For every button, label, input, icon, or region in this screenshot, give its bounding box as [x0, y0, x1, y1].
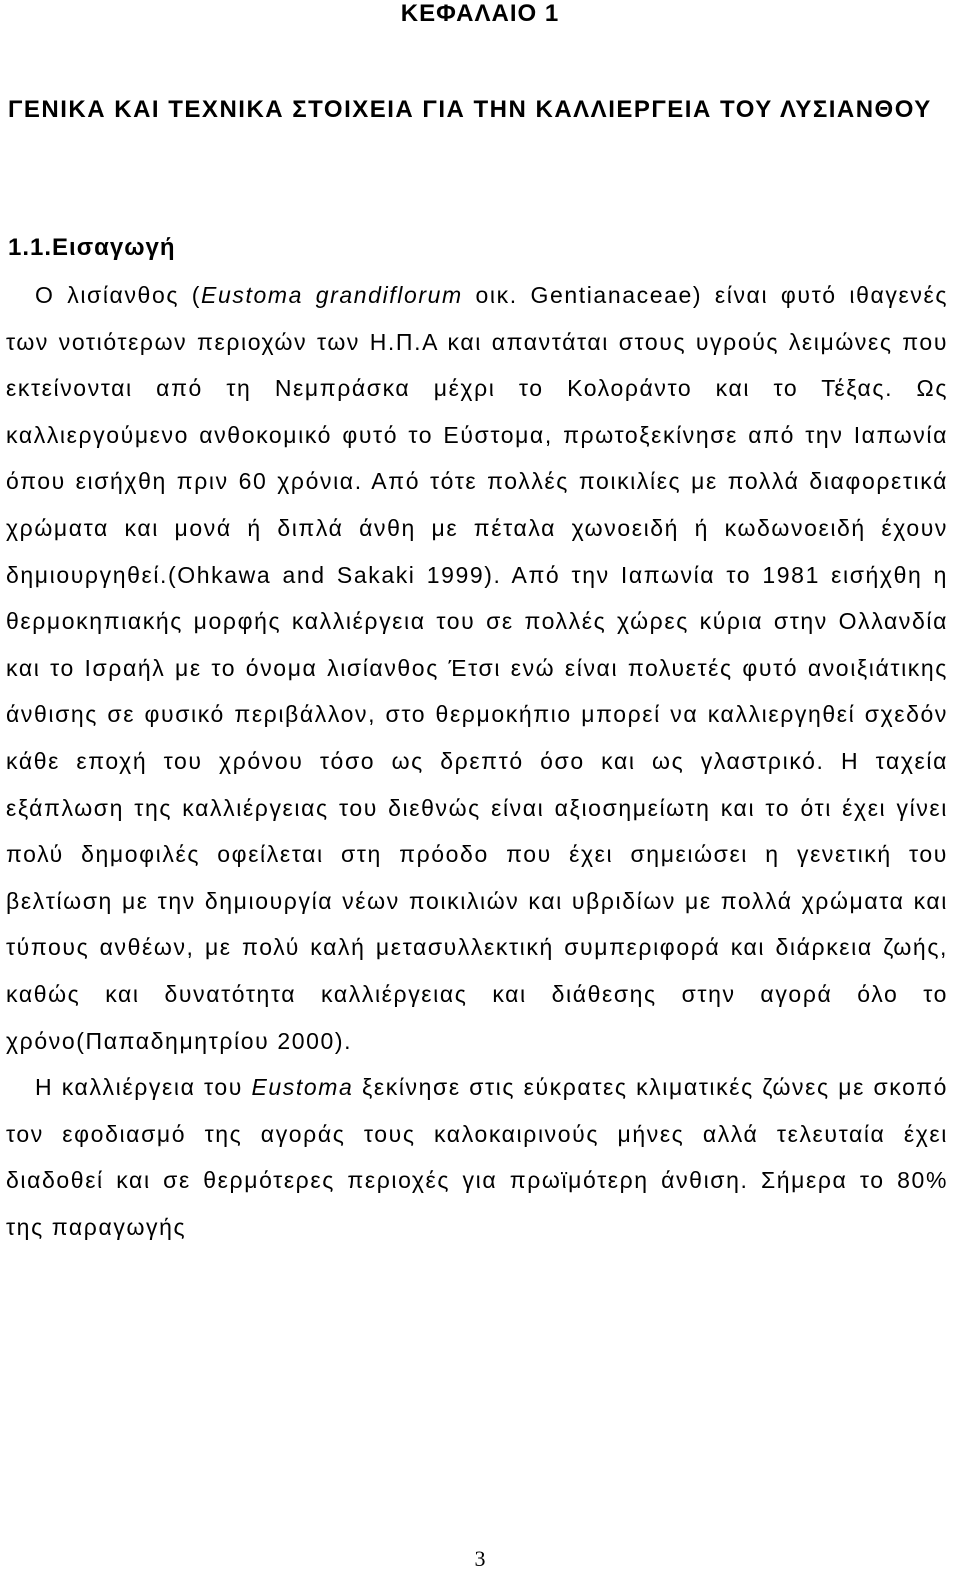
paragraph-cultivation [6, 1064, 948, 1250]
body-text [6, 272, 948, 1250]
paragraph-intro [6, 272, 948, 1064]
chapter-heading: ΚΕΦΑΛΑΙΟ 1 [400, 0, 560, 27]
paragraph-cultivation-text-2: ξεκίνησε στις εύκρατες κλιματικές ζώνες με σκοπό τον εφοδιασμό της αγοράς τους καλοκαιρινούς μήνες αλλά τελευταία έχει διαδοθεί και σε θερμότερες περιοχές για πρωϊμότερη άνθιση. Σήμερα το 80% της παραγωγής [6, 1074, 949, 1240]
paragraph-intro-text-1: Ο λισίανθος ( [35, 282, 202, 308]
paragraph-intro-text-2: οικ. Gentianaceae) είναι φυτό ιθαγενές των νοτιότερων περιοχών των Η.Π.Α και απαντάται στους υγρούς λειμώνες που εκτείνονται από τη Νεμπράσκα μέχρι το Κολοράντο και το Τέξας. Ως καλλιεργούμενο ανθοκομικό φυτό το Εύστομα, πρωτοξεκίνησε από την Ιαπωνία όπου εισήχθη πριν 60 χρόνια. Από τότε πολλές ποικιλίες με πολλά διαφορετικά χρώματα και μονά ή διπλά άνθη με πέταλα χωνοειδή ή κωδωνοειδή έχουν δημιουργηθεί.(Ohkawa and Sakaki 1999). Από την Ιαπωνία το 1981 εισήχθη η θερμοκηπιακής μορφής καλλιέργεια του σε πολλές χώρες κύρια στην Ολλανδία και το Ισραήλ με το όνομα λισίανθος Έτσι ενώ είναι πολυετές φυτό ανοιξιάτικης άνθισης σε φυσικό περιβάλλον, στο θερμοκήπιο μπορεί να καλλιεργηθεί σχεδόν κάθε εποχή του χρόνου τόσο ως δρεπτό όσο και ως γλαστρικό. Η ταχεία εξάπλωση της καλλιέργειας του διεθνώς είναι αξιοσημείωτη και το ότι έχει γίνει πολύ δημοφιλές οφείλεται στη πρόοδο που έχει σημειώσει η γενετική του βελτίωση με την δημιουργία νέων ποικιλιών και υβριδίων με πολλά χρώματα και τύπους ανθέων, με πολύ καλή μετασυλλεκτική συμπεριφορά και διάρκεια ζωής, καθώς και δυνατότητα καλλιέργειας και διάθεσης στην αγορά όλο το χρόνο(Παπαδημητρίου 2000). [6, 282, 949, 1054]
scientific-name: Eustoma grandiflorum [201, 282, 463, 308]
genus-name: Eustoma [251, 1074, 354, 1101]
paragraph-cultivation-text-1: Η καλλιέργεια του [35, 1074, 252, 1101]
chapter-title: ΓΕΝΙΚΑ ΚΑΙ ΤΕΧΝΙΚΑ ΣΤΟΙΧΕΙΑ ΓΙΑ ΤΗΝ ΚΑΛΛΙΕΡΓΕΙΑ ΤΟΥ ΛΥΣΙΑΝΘΟΥ [8, 96, 932, 123]
section-heading: 1.1.Εισαγωγή [8, 234, 176, 261]
page-number: 3 [474, 1546, 486, 1571]
